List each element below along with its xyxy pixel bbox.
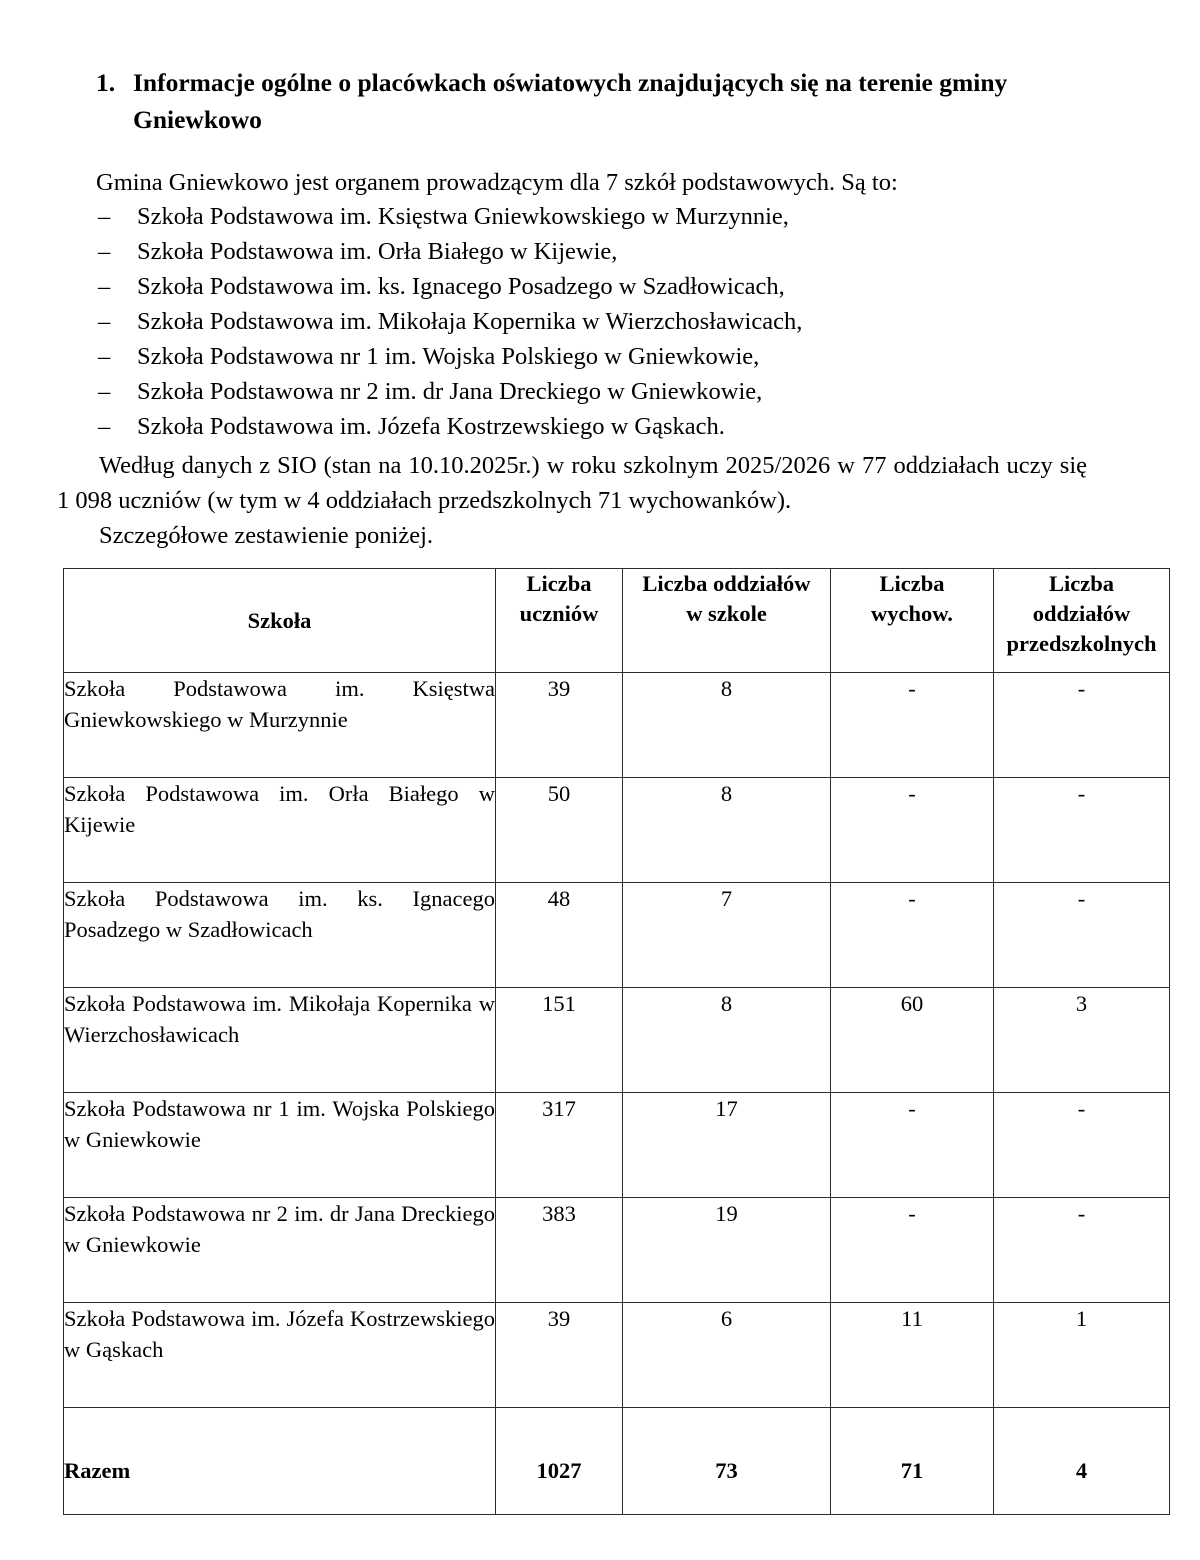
heading-number: 1.: [96, 68, 116, 97]
list-item: [98, 199, 1108, 234]
table-row: [64, 778, 1170, 883]
column-header-pupils-line1: Liczba: [526, 571, 592, 596]
cell-pupils: 317: [496, 1093, 623, 1198]
cell-classes: 19: [623, 1198, 831, 1303]
list-item: [98, 374, 1108, 409]
cell-preschool: -: [994, 1198, 1170, 1303]
paragraph-last-line: Szczegółowe zestawienie poniżej.: [99, 522, 434, 549]
cell-classes: 17: [623, 1093, 831, 1198]
cell-preschool: 1: [994, 1303, 1170, 1408]
dash-marker-icon: –: [98, 378, 111, 405]
list-item: [98, 339, 1108, 374]
list-item: [98, 269, 1108, 304]
dash-marker-icon: –: [98, 273, 111, 300]
cell-wych: -: [831, 1198, 994, 1303]
cell-classes: 8: [623, 988, 831, 1093]
dash-marker-icon: –: [98, 413, 111, 440]
table-header: [64, 569, 1170, 673]
column-header-preschool-line3: przedszkolnych: [1006, 631, 1157, 656]
cell-school-name: Szkoła Podstawowa nr 1 im. Wojska Polskiego w Gniewkowie: [64, 1093, 496, 1198]
cell-classes: 6: [623, 1303, 831, 1408]
cell-pupils: 151: [496, 988, 623, 1093]
cell-preschool: -: [994, 883, 1170, 988]
column-header-wych-line1: Liczba: [879, 571, 945, 596]
list-item-label: Szkoła Podstawowa nr 2 im. dr Jana Dreckiego w Gniewkowie,: [137, 378, 763, 405]
list-item: [98, 304, 1108, 339]
cell-classes: 8: [623, 778, 831, 883]
list-item-label: Szkoła Podstawowa im. Orła Białego w Kijewie,: [137, 238, 618, 265]
list-item-label: Szkoła Podstawowa nr 1 im. Wojska Polskiego w Gniewkowie,: [137, 343, 760, 370]
column-header-wych: [831, 569, 994, 673]
column-header-preschool: [994, 569, 1170, 673]
cell-pupils: 383: [496, 1198, 623, 1303]
column-header-classes: [623, 569, 831, 673]
paragraph-body: Według danych z SIO (stan na 10.10.2025r.) w roku szkolnym 2025/2026 w 77 oddziałach uczy się 1 098 uczniów (w tym w 4 oddziałach przedszkolnych 71 wychowanków).: [57, 452, 1087, 514]
cell-school-name: Szkoła Podstawowa im. ks. Ignacego Posadzego w Szadłowicach: [64, 883, 496, 988]
dash-marker-icon: –: [98, 343, 111, 370]
cell-pupils: 39: [496, 1303, 623, 1408]
table-row: [64, 883, 1170, 988]
cell-total-preschool: 4: [994, 1408, 1170, 1515]
cell-pupils: 39: [496, 673, 623, 778]
cell-preschool: -: [994, 1093, 1170, 1198]
table-row: [64, 1093, 1170, 1198]
list-item-label: Szkoła Podstawowa im. ks. Ignacego Posadzego w Szadłowicach,: [137, 273, 785, 300]
list-item-label: Szkoła Podstawowa im. Księstwa Gniewkowskiego w Murzynnie,: [137, 203, 789, 230]
column-header-school: Szkoła: [64, 569, 496, 673]
list-item: [98, 409, 1108, 444]
cell-school-name: Szkoła Podstawowa im. Józefa Kostrzewskiego w Gąskach: [64, 1303, 496, 1408]
table-total-row: [64, 1408, 1170, 1515]
column-header-classes-line2: w szkole: [686, 601, 767, 626]
list-item-label: Szkoła Podstawowa im. Józefa Kostrzewskiego w Gąskach.: [137, 413, 725, 440]
dash-marker-icon: –: [98, 203, 111, 230]
list-item: [98, 234, 1108, 269]
table-row: [64, 1198, 1170, 1303]
schools-table: [63, 568, 1170, 1515]
cell-school-name: Szkoła Podstawowa im. Księstwa Gniewkowskiego w Murzynnie: [64, 673, 496, 778]
cell-pupils: 50: [496, 778, 623, 883]
column-header-preschool-line2: oddziałów: [1032, 601, 1131, 626]
page-title: [96, 64, 1096, 138]
schools-table-wrapper: [63, 568, 1169, 1515]
dash-marker-icon: –: [98, 238, 111, 265]
cell-total-wych: 71: [831, 1408, 994, 1515]
column-header-preschool-line1: Liczba: [1049, 571, 1114, 596]
column-header-pupils: [496, 569, 623, 673]
table-header-row: [64, 569, 1170, 673]
cell-preschool: -: [994, 673, 1170, 778]
summary-paragraph: [57, 448, 1087, 553]
cell-school-name: Szkoła Podstawowa im. Mikołaja Kopernika w Wierzchosławicach: [64, 988, 496, 1093]
cell-wych: 11: [831, 1303, 994, 1408]
cell-pupils: 48: [496, 883, 623, 988]
column-header-pupils-line2: uczniów: [519, 601, 599, 626]
intro-sentence: Gmina Gniewkowo jest organem prowadzącym dla 7 szkół podstawowych. Są to:: [96, 169, 898, 196]
cell-total-classes: 73: [623, 1408, 831, 1515]
cell-preschool: 3: [994, 988, 1170, 1093]
cell-total-label: Razem: [64, 1408, 496, 1515]
cell-wych: -: [831, 883, 994, 988]
column-header-wych-line2: wychow.: [871, 601, 953, 626]
heading-text: Informacje ogólne o placówkach oświatowych znajdujących się na terenie gminy Gniewkowo: [133, 68, 1008, 134]
column-header-classes-line1: Liczba oddziałów: [642, 571, 811, 596]
cell-total-pupils: 1027: [496, 1408, 623, 1515]
list-item-label: Szkoła Podstawowa im. Mikołaja Kopernika w Wierzchosławicach,: [137, 308, 803, 335]
cell-wych: -: [831, 778, 994, 883]
cell-wych: -: [831, 1093, 994, 1198]
table-row: [64, 1303, 1170, 1408]
table-row: [64, 988, 1170, 1093]
schools-list: [98, 199, 1108, 444]
cell-wych: 60: [831, 988, 994, 1093]
dash-marker-icon: –: [98, 308, 111, 335]
cell-wych: -: [831, 673, 994, 778]
cell-school-name: Szkoła Podstawowa im. Orła Białego w Kijewie: [64, 778, 496, 883]
cell-preschool: -: [994, 778, 1170, 883]
cell-school-name: Szkoła Podstawowa nr 2 im. dr Jana Dreckiego w Gniewkowie: [64, 1198, 496, 1303]
cell-classes: 7: [623, 883, 831, 988]
table-row: [64, 673, 1170, 778]
table-body: [64, 673, 1170, 1515]
cell-classes: 8: [623, 673, 831, 778]
